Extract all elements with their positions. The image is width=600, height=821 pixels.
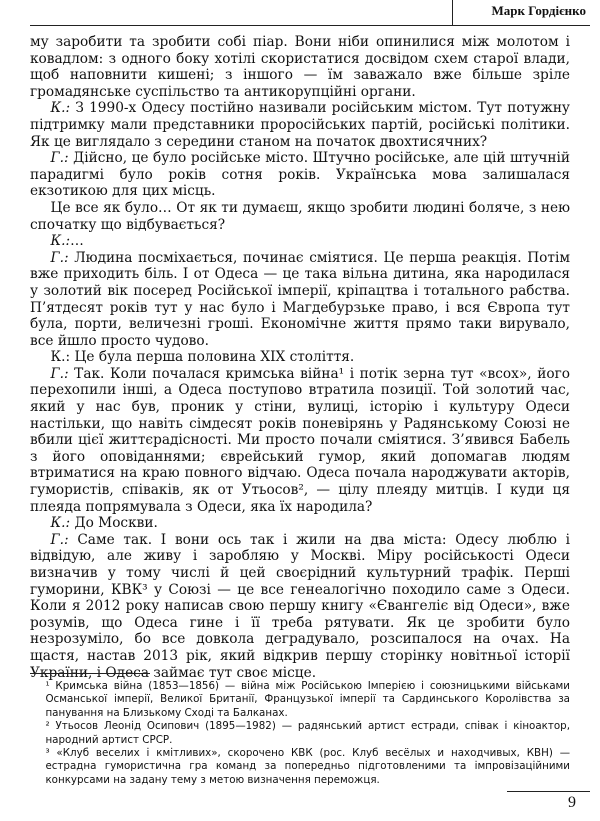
- paragraph-text: Дійсно, це було російське місто. Штучно російське, але цій штучній парадигмі було років сотня років. Українська мова залишалася екзотикою для цих місць.: [30, 150, 570, 200]
- paragraph-text: Саме так. І вони ось так і жили на два міста: Одесу люблю і відвідую, але живу і заробляю у Москві. Міру російськості Одеси визначив у тому числі й цей своєрідний культурний трафік. Перші гуморини, КВК³ у Союзі — це все генеалогічно походило саме з Одеси. Коли я 2012 року написав свою першу книгу «Євангеліє від Одеси», вже розумів, що Одеса гине і її треба рятувати. Як це зробити було незрозуміло, бо все довкола деградувало, розсипалося на очах. На щастя, настав 2013 рік, який відкрив першу сторінку новітньої історії України, і Одеса займає тут своє місце.: [30, 531, 570, 681]
- speaker-label: Г.:: [50, 150, 69, 167]
- footnote-rule: [30, 673, 150, 674]
- footnote: [30, 680, 570, 720]
- paragraph-text: Людина посміхається, починає сміятися. Це перша реакція. Потім вже приходить біль. І от Одеса — це така вільна дитина, яка народилася у золотий вік посеред Російської імперії, кріпацтва і тотального рабства. П’ятдесят років тут у нас було і Магдебурзьке право, і вся Європа тут була, порти, величезні гроші. Економічне життя прямо таки вирувало, все йшло просто чудово.: [30, 249, 570, 349]
- header-rule: [30, 25, 590, 26]
- footnote-number: ¹: [45, 680, 50, 692]
- footnote-text: «Клуб веселих і кмітливих», скорочено КВК (рос. Клуб весёлых и находчивых, КВН) — естрадна гумористична гра команд за попередньо підготовленими та імпровізаційними конкурсами на задану тему з метою визначення переможця.: [45, 747, 570, 786]
- header-divider-tick: [452, 0, 453, 25]
- interview-text: [30, 34, 570, 681]
- footnote-number: ³: [45, 747, 50, 760]
- paragraph-text: До Москви.: [70, 515, 158, 532]
- speaker-label: Г.:: [50, 365, 69, 382]
- footer-rule: [507, 791, 590, 792]
- speaker-label: К.:: [50, 233, 71, 250]
- paragraph-text: З 1990-х Одесу постійно називали російським містом. Тут потужну підтримку мали представники проросійських партій, російські політики. Як це виглядало з середини станом на початок двохтисячних?: [30, 100, 570, 150]
- footnote: [30, 747, 570, 787]
- paragraph: [30, 150, 570, 200]
- footnote-text: Утьосов Леонід Осипович (1895—1982) — радянський артист естради, співак і кіноактор, народний артист СРСР.: [45, 720, 570, 746]
- paragraph-text: К.: Це була перша половина XIX століття.: [50, 349, 355, 366]
- paragraph: [30, 515, 570, 532]
- paragraph: [30, 349, 570, 366]
- page-number: 9: [568, 794, 576, 811]
- paragraph-text: …: [70, 233, 84, 250]
- speaker-label: Г.:: [50, 531, 69, 548]
- paragraph-text: Так. Коли почалася кримська війна¹ і потік зерна тут «всох», його перехопили інші, а Одеса поступово втратила позиції. Той золотий час, який у нас був, проник у стіни, вулиці, історію і культуру Одеси настільки, що навіть сімдесят років поневірянь у Радянському Союзі не вбили цієї життєрадісності. Ми просто почали сміятися. З’явився Бабель з його оповіданнями; єврейський гумор, який допомагав людям втриматися на краю повного відчаю. Одеса почала народжувати акторів, гумористів, співаків, як от Утьосов², — цілу плеяду митців. І куди ця плеяда попрямувала з Одеси, яка їх народила?: [30, 365, 570, 515]
- running-header-author: Марк Гордієнко: [491, 3, 586, 18]
- paragraph-text: Це все як було… От як ти думаєш, якщо зробити людині боляче, з нею спочатку що відбувається?: [30, 199, 570, 233]
- speaker-label: Г.:: [50, 249, 69, 266]
- footnote: [30, 720, 570, 747]
- footnote-text: Кримська війна (1853—1856) — війна між Російською Імперією і союзницькими військами Османської імперії, Великої Британії, Французької імперії та Сардинського Королівства за панування на Близькому Сході та Балканах.: [45, 680, 570, 719]
- paragraph: [30, 250, 570, 350]
- paragraph: [30, 100, 570, 150]
- footnote-number: ²: [45, 720, 50, 733]
- speaker-label: К.:: [50, 515, 71, 532]
- paragraph: [30, 366, 570, 515]
- paragraph: [30, 34, 570, 100]
- paragraph: [30, 200, 570, 233]
- paragraph: [30, 233, 570, 250]
- paragraph-text: му заробити та зробити собі піар. Вони ніби опинилися між молотом і ковадлом: з одного боку хотілі скористатися досвідом схем старої влади, щоб наповнити кишені; з іншого — їм заважало вже більше зріле громадянське суспільство та антикорупційні органи.: [30, 34, 570, 100]
- footnotes: [30, 680, 570, 787]
- speaker-label: К.:: [50, 100, 71, 117]
- paragraph: [30, 532, 570, 681]
